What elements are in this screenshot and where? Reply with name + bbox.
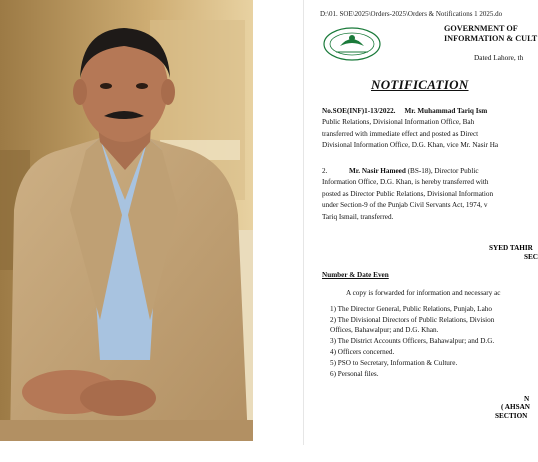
paragraph1-line: Public Relations, Divisional Information Office, Bah bbox=[322, 118, 475, 126]
reference-number: No.SOE(INF)1-13/2022. bbox=[322, 107, 396, 115]
notification-document bbox=[303, 0, 538, 445]
signatory1-name: SYED TAHIR bbox=[489, 244, 533, 252]
paragraph2-line: Information Office, D.G. Khan, is hereby transferred with bbox=[322, 178, 489, 186]
forward-text: A copy is forwarded for information and necessary ac bbox=[346, 289, 501, 297]
distribution-item: 2) The Divisional Directors of Public Relations, Division bbox=[330, 316, 495, 324]
paragraph2-line: under Section-9 of the Punjab Civil Servants Act, 1974, v bbox=[322, 201, 488, 209]
paragraph2-line: posted as Director Public Relations, Divisional Information bbox=[322, 190, 494, 198]
paragraph2-first-line bbox=[322, 167, 479, 175]
number-date-heading: Number & Date Even bbox=[322, 271, 389, 279]
distribution-item: 3) The District Accounts Officers, Bahawalpur; and D.G. bbox=[330, 337, 495, 345]
paragraph1-line: Divisional Information Office, D.G. Khan, vice Mr. Nasir Ha bbox=[322, 141, 499, 149]
signatory2-title: SECTION bbox=[495, 412, 528, 420]
paragraph1-line: transferred with immediate effect and posted as Direct bbox=[322, 130, 479, 138]
signatory2-initial: N bbox=[524, 395, 530, 403]
dated-line: Dated Lahore, th bbox=[474, 53, 524, 62]
distribution-item: 4) Officers concerned. bbox=[330, 348, 395, 356]
officer-name-2: Mr. Nasir Hameed bbox=[348, 167, 406, 175]
signatory1-title: SEC bbox=[524, 253, 538, 261]
government-seal-logo bbox=[322, 26, 382, 62]
distribution-item: Offices, Bahawalpur; and D.G. Khan. bbox=[330, 326, 439, 334]
government-heading: GOVERNMENT OF bbox=[444, 24, 518, 33]
file-path-header: D:\01. SOE\2025\Orders-2025\Orders & Notifications 1 2025.do bbox=[320, 10, 503, 18]
paragraph-number: 2. bbox=[322, 167, 328, 175]
portrait-photo bbox=[0, 0, 253, 441]
department-heading: INFORMATION & CULT bbox=[444, 34, 538, 43]
officer-name-1: Mr. Muhammad Tariq Ism bbox=[404, 107, 488, 115]
paragraph2-text: (BS-18), Director Public bbox=[405, 167, 479, 175]
portrait-illustration bbox=[0, 0, 253, 441]
separator-gap bbox=[253, 0, 303, 462]
paragraph2-line: Tariq Ismail, transferred. bbox=[322, 213, 394, 221]
distribution-item: 1) The Director General, Public Relations, Punjab, Laho bbox=[330, 305, 492, 313]
paragraph1-first-line bbox=[322, 107, 487, 115]
notification-title: NOTIFICATION bbox=[371, 77, 469, 92]
distribution-item: 6) Personal files. bbox=[330, 370, 379, 378]
signatory2-name: ( AHSAN bbox=[501, 403, 530, 411]
distribution-item: 5) PSO to Secretary, Information & Culture. bbox=[330, 359, 458, 367]
